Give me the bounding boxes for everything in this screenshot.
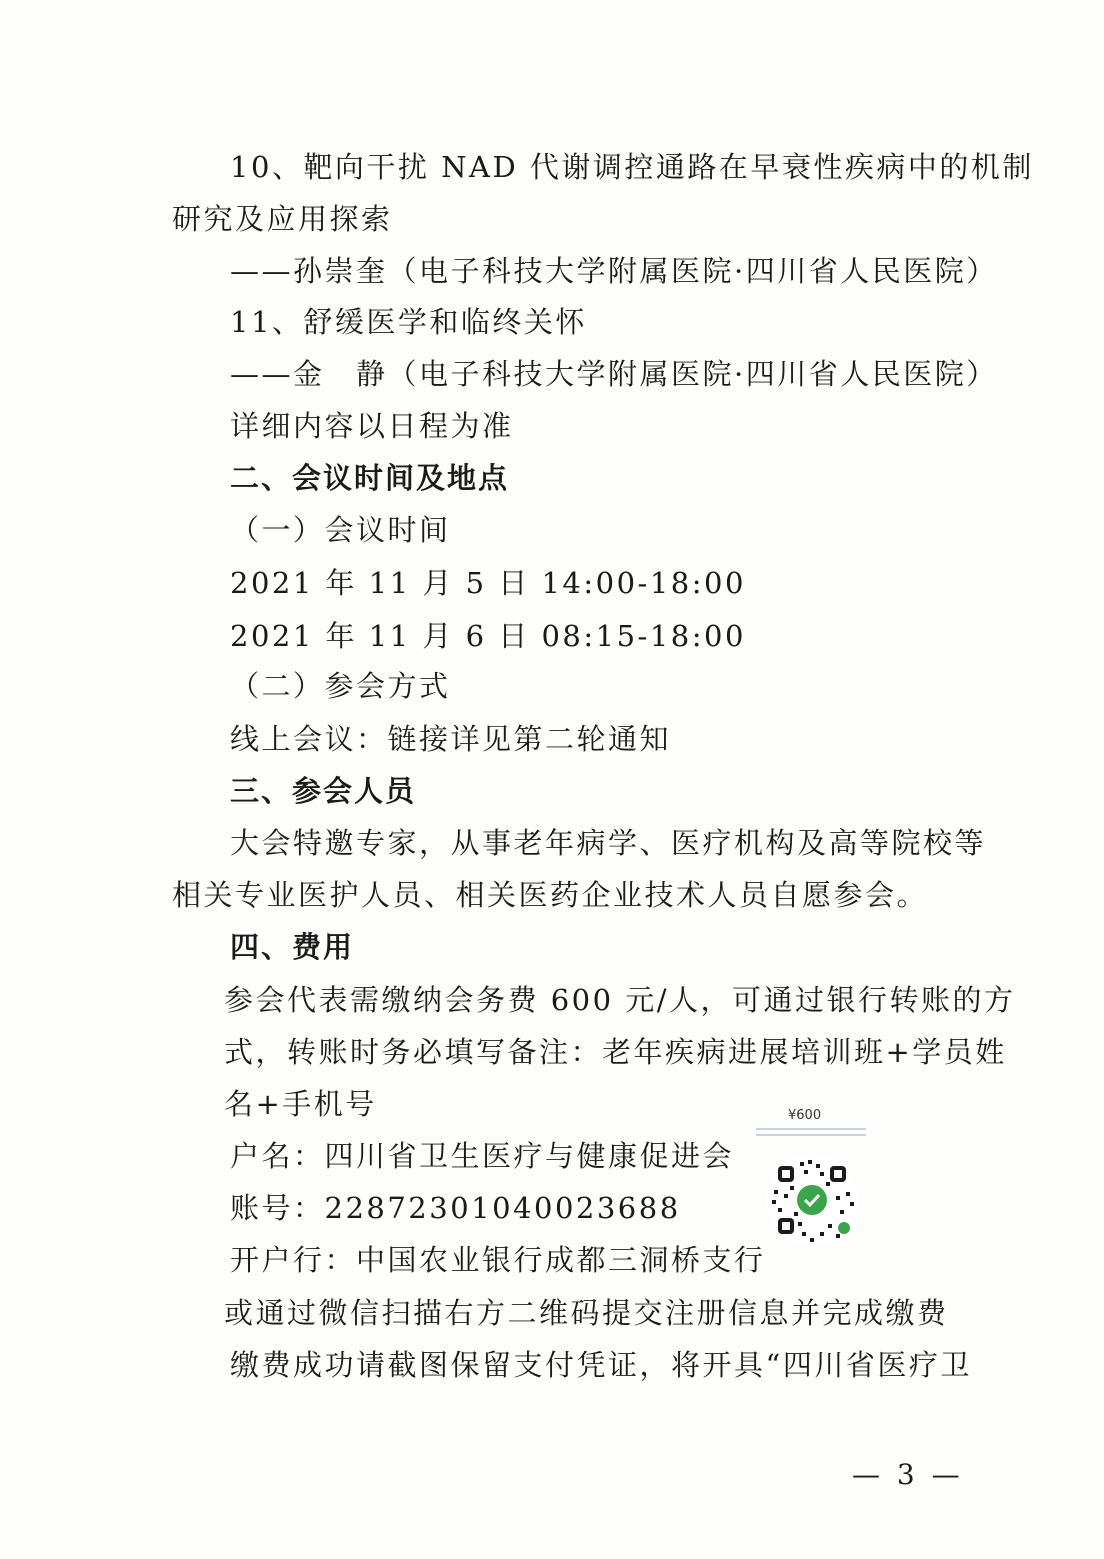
fee-line2: 式，转账时务必填写备注：老年疾病进展培训班+学员姓 bbox=[224, 1035, 1007, 1069]
attendees-line1: 大会特邀专家，从事老年病学、医疗机构及高等院校等 bbox=[230, 826, 987, 860]
section-3-heading: 三、参会人员 bbox=[230, 774, 417, 808]
section-2-sub-time: （一）会议时间 bbox=[230, 513, 451, 547]
section-2-sub-mode: （二）参会方式 bbox=[230, 669, 451, 703]
topic-11: 11、舒缓医学和临终关怀 bbox=[230, 305, 587, 339]
topic-10-speaker: ——孙崇奎（电子科技大学附属医院·四川省人民医院） bbox=[230, 254, 998, 288]
section-4-heading: 四、费用 bbox=[230, 930, 355, 964]
meeting-time-1: 2021 年 11 月 5 日 14:00-18:00 bbox=[230, 566, 746, 600]
topic-11-speaker: ——金 静（电子科技大学附属医院·四川省人民医院） bbox=[230, 357, 998, 391]
section-2-heading: 二、会议时间及地点 bbox=[230, 461, 510, 495]
attendees-line2: 相关专业医护人员、相关医药企业技术人员自愿参会。 bbox=[172, 878, 929, 912]
wechat-instruction: 或通过微信扫描右方二维码提交注册信息并完成缴费 bbox=[224, 1296, 949, 1330]
account-name: 户名：四川省卫生医疗与健康促进会 bbox=[230, 1139, 735, 1173]
fee-line1: 参会代表需缴纳会务费 600 元/人，可通过银行转账的方 bbox=[224, 983, 1016, 1017]
wechat-qr-block[interactable] bbox=[752, 1108, 870, 1248]
page-number: — 3 — bbox=[852, 1458, 964, 1491]
qr-price: ¥600 bbox=[788, 1108, 822, 1123]
fee-line3: 名+手机号 bbox=[224, 1087, 377, 1121]
schedule-note: 详细内容以日程为准 bbox=[230, 409, 514, 443]
account-number: 账号：22872301040023688 bbox=[230, 1191, 681, 1225]
receipt-instruction: 缴费成功请截图保留支付凭证，将开具“四川省医疗卫 bbox=[230, 1348, 972, 1382]
bank-name: 开户行：中国农业银行成都三洞桥支行 bbox=[230, 1243, 766, 1277]
qr-code-icon[interactable] bbox=[764, 1152, 860, 1248]
qr-caption bbox=[756, 1128, 866, 1140]
online-meeting: 线上会议：链接详见第二轮通知 bbox=[230, 722, 672, 756]
topic-10-line2: 研究及应用探索 bbox=[172, 202, 393, 236]
meeting-time-2: 2021 年 11 月 6 日 08:15-18:00 bbox=[230, 619, 746, 653]
topic-10-line1: 10、靶向干扰 NAD 代谢调控通路在早衰性疾病中的机制 bbox=[230, 150, 1034, 184]
